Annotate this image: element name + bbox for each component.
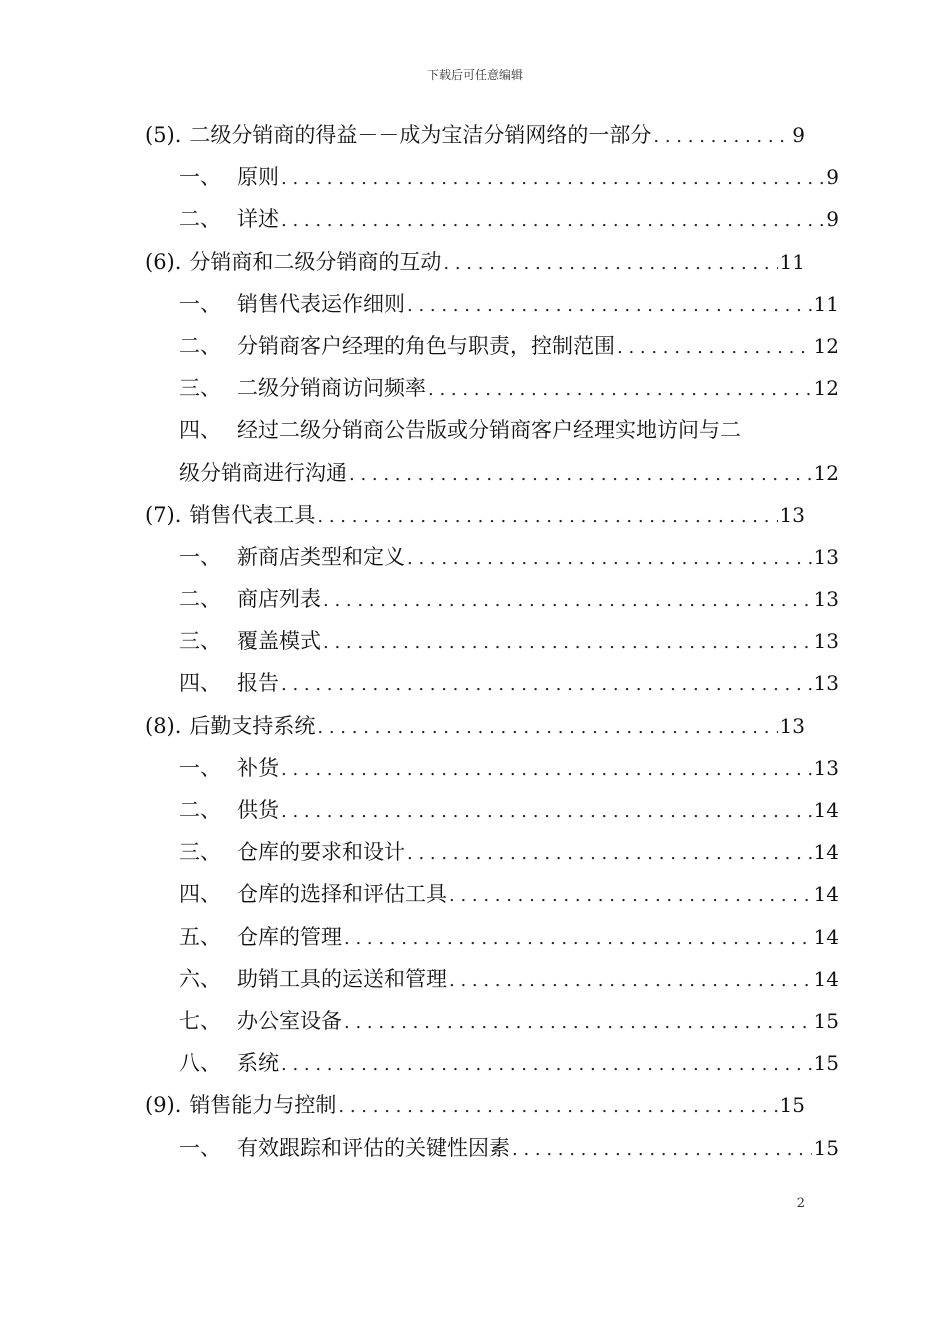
toc-entry[interactable] <box>145 494 805 536</box>
dot-leader <box>279 791 812 833</box>
toc-entry-page: 12 <box>813 460 839 485</box>
toc-entry-page: 9 <box>826 207 839 232</box>
toc-entry[interactable] <box>145 789 839 831</box>
toc-entry-title: 二级分销商的得益－－成为宝洁分销网络的一部分 <box>189 123 652 147</box>
toc-entry[interactable] <box>145 1042 839 1084</box>
toc-entry[interactable] <box>145 873 839 915</box>
toc-entry[interactable] <box>145 662 839 704</box>
dot-leader <box>615 327 812 369</box>
toc-entry-number: 一、 <box>179 165 221 190</box>
toc-entry-number: 三、 <box>179 840 221 865</box>
toc-entry-number: (7). <box>145 502 182 527</box>
toc-entry-number: 一、 <box>179 1135 221 1160</box>
toc-entry-page: 13 <box>813 544 839 569</box>
dot-leader <box>405 285 812 327</box>
toc-entry-page: 14 <box>813 798 839 822</box>
toc-entry-title: 助销工具的运送和管理 <box>237 966 447 991</box>
toc-entry-title: 系统 <box>237 1051 279 1076</box>
toc-entry-page: 13 <box>813 671 839 696</box>
toc-entry-title: 销售代表运作细则 <box>237 291 405 316</box>
toc-entry-title: 报告 <box>237 671 279 696</box>
toc-entry[interactable] <box>145 578 839 620</box>
toc-entry-number: (5). <box>145 123 182 147</box>
dot-leader <box>342 1002 812 1044</box>
toc-entry-page: 15 <box>813 1008 839 1033</box>
toc-entry-number: 二、 <box>179 207 221 232</box>
toc-entry-page: 11 <box>813 291 839 316</box>
toc-entry[interactable] <box>145 916 839 958</box>
toc-entry-number: (6). <box>145 249 182 274</box>
toc-entry-page: 12 <box>813 376 839 401</box>
toc-entry-title-continued: 级分销商进行沟通 <box>179 460 347 485</box>
toc-entry-title: 分销商客户经理的角色与职责，控制范围 <box>237 333 615 358</box>
toc-entry[interactable] <box>145 831 839 873</box>
toc-entry-title: 有效跟踪和评估的关键性因素 <box>237 1135 510 1160</box>
dot-leader <box>279 749 812 791</box>
toc-entry[interactable] <box>145 325 839 367</box>
toc-entry-page: 12 <box>813 333 839 358</box>
toc-entry-title: 二级分销商访问频率 <box>237 376 426 401</box>
toc-entry[interactable] <box>145 114 805 156</box>
toc-entry-page: 13 <box>779 713 805 738</box>
toc-entry-page: 14 <box>813 924 839 949</box>
toc-entry[interactable] <box>145 1127 839 1169</box>
toc-entry-title: 销售能力与控制 <box>189 1093 337 1118</box>
toc-entry-page: 14 <box>813 966 839 991</box>
toc-entry-number: 五、 <box>179 924 221 949</box>
toc-entry[interactable] <box>145 198 839 240</box>
dot-leader <box>321 580 812 622</box>
dot-leader <box>426 369 812 411</box>
dot-leader <box>315 707 777 749</box>
dot-leader <box>279 664 812 706</box>
toc-entry-number: 一、 <box>179 755 221 780</box>
toc-entry-number: 三、 <box>179 629 221 654</box>
toc-entry-number: (9). <box>145 1093 182 1118</box>
toc-entry-page: 9 <box>792 123 805 147</box>
toc-entry[interactable] <box>145 156 839 198</box>
toc-entry-page: 15 <box>779 1093 805 1118</box>
toc-entry[interactable] <box>145 241 805 283</box>
toc-entry[interactable] <box>145 283 839 325</box>
toc-entry-page: 14 <box>813 882 839 907</box>
toc-entry-page: 11 <box>779 249 805 274</box>
dot-leader <box>342 918 812 960</box>
page-header: 下载后可任意编辑 <box>426 68 523 82</box>
dot-leader <box>651 116 790 158</box>
toc-entry[interactable] <box>145 1084 805 1126</box>
toc-entry-number: 八、 <box>179 1051 221 1076</box>
dot-leader <box>279 158 824 200</box>
toc-entry-number: 二、 <box>179 587 221 612</box>
toc-entry-title: 补货 <box>237 755 279 780</box>
toc-entry-page: 15 <box>813 1135 839 1160</box>
toc-entry-title: 后勤支持系统 <box>189 713 316 738</box>
toc-entry[interactable] <box>145 536 839 578</box>
toc-entry-page: 9 <box>826 165 839 190</box>
toc-entry[interactable] <box>145 958 839 1000</box>
toc-entry-title: 办公室设备 <box>237 1008 342 1033</box>
toc-entry-number: 四、 <box>179 418 221 443</box>
dot-leader <box>441 243 777 285</box>
toc-entry-page: 13 <box>779 502 805 527</box>
dot-leader <box>336 1086 777 1128</box>
dot-leader <box>405 833 812 875</box>
toc-entry-number: 四、 <box>179 671 221 696</box>
page-number: 2 <box>796 1196 805 1211</box>
toc-entry-title: 覆盖模式 <box>237 629 321 654</box>
toc-entry-title: 仓库的要求和设计 <box>237 840 405 865</box>
dot-leader <box>405 538 812 580</box>
toc-entry-number: 二、 <box>179 798 221 822</box>
toc-entry-page: 13 <box>813 629 839 654</box>
dot-leader <box>279 200 824 242</box>
toc-entry-wrapped-first-line[interactable] <box>145 409 805 451</box>
toc-entry-number: 一、 <box>179 291 221 316</box>
toc-entry-number: 四、 <box>179 882 221 907</box>
toc-entry-page: 15 <box>813 1051 839 1076</box>
toc-entry-number: 六、 <box>179 966 221 991</box>
toc-entry-page: 13 <box>813 587 839 612</box>
toc-entry[interactable] <box>145 367 839 409</box>
toc-entry-title: 销售代表工具 <box>189 502 316 527</box>
toc-entry-number: 七、 <box>179 1008 221 1033</box>
dot-leader <box>321 622 812 664</box>
toc-entry-number: 一、 <box>179 544 221 569</box>
toc-entry[interactable] <box>145 620 839 662</box>
toc-entry[interactable] <box>145 747 839 789</box>
dot-leader <box>347 454 812 496</box>
dot-leader <box>279 1044 812 1086</box>
toc-entry-page: 14 <box>813 840 839 865</box>
toc-entry-title: 详述 <box>237 207 279 232</box>
toc-entry-title: 经过二级分销商公告版或分销商客户经理实地访问与二 <box>237 418 741 443</box>
toc-entry-number: 二、 <box>179 333 221 358</box>
toc-entry-wrapped-second-line[interactable] <box>145 452 839 494</box>
dot-leader <box>315 496 777 538</box>
toc-entry-title: 原则 <box>237 165 279 190</box>
dot-leader <box>447 875 812 917</box>
toc-entry-page: 13 <box>813 755 839 780</box>
toc-entry-number: 三、 <box>179 376 221 401</box>
dot-leader <box>447 960 812 1002</box>
toc-entry-title: 仓库的管理 <box>237 924 342 949</box>
toc-entry-title: 分销商和二级分销商的互动 <box>189 249 442 274</box>
toc-entry[interactable] <box>145 705 805 747</box>
toc-entry-title: 商店列表 <box>237 587 321 612</box>
toc-entry-title: 供货 <box>237 798 279 822</box>
toc-entry-title: 仓库的选择和评估工具 <box>237 882 447 907</box>
toc-entry-title: 新商店类型和定义 <box>237 544 405 569</box>
toc-entry[interactable] <box>145 1000 839 1042</box>
dot-leader <box>510 1129 812 1171</box>
table-of-contents <box>145 114 839 1169</box>
toc-entry-number: (8). <box>145 713 182 738</box>
